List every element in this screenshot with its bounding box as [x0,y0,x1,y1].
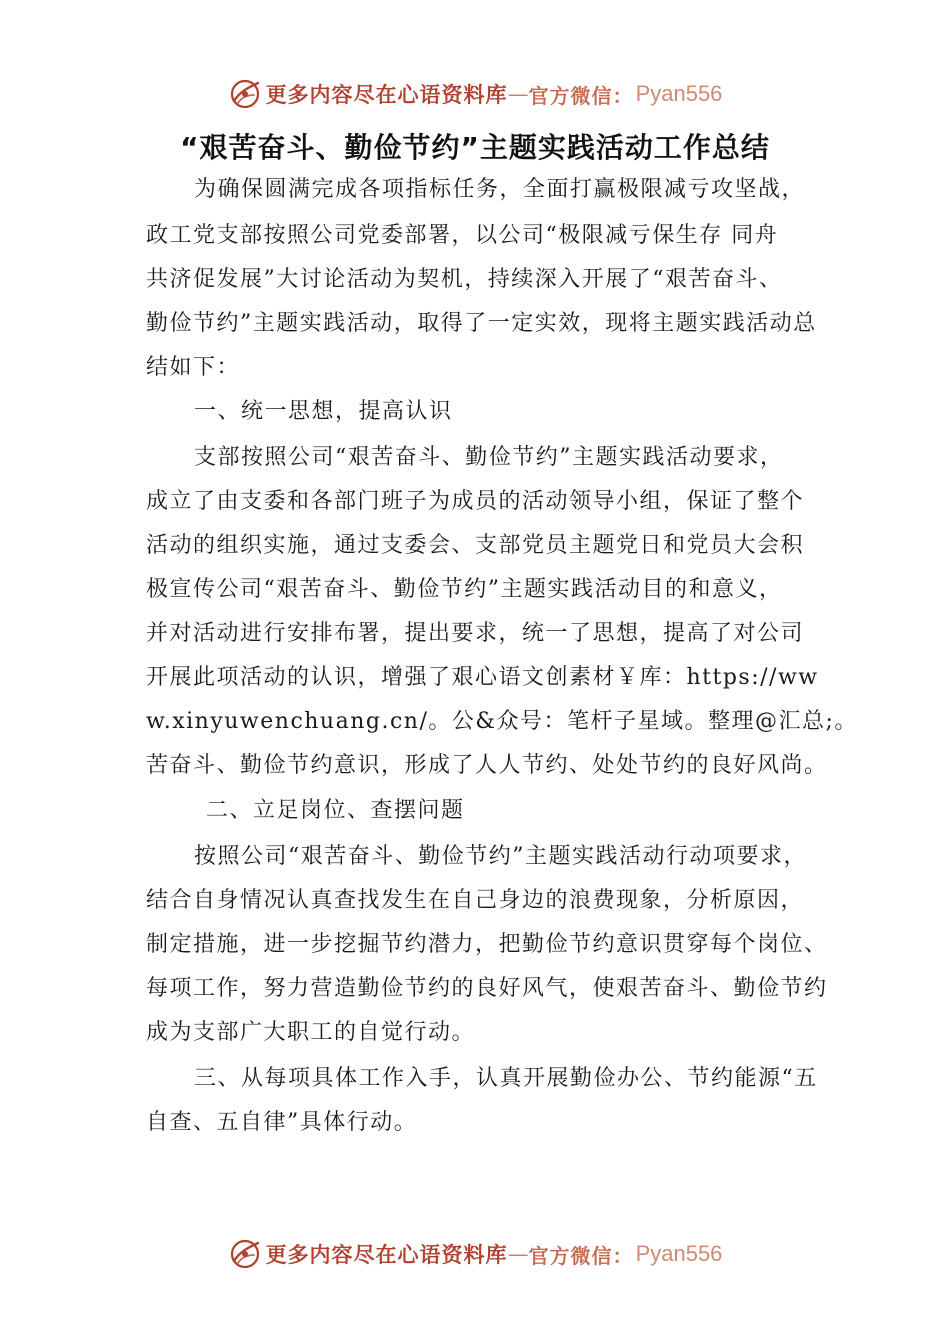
body-line: 共济促发展”大讨论活动为契机，持续深入开展了“艰苦奋斗、 [146,267,783,292]
section-heading-3: 三、从每项具体工作入手，认真开展勤俭办公、节约能源“五 [194,1066,818,1091]
banner-separator: — [507,1242,529,1266]
body-line: 并对活动进行安排布署，提出要求，统一了思想，提高了对公司 [146,621,805,646]
body-line: 极宣传公司“艰苦奋斗、勤俭节约”主题实践活动目的和意义， [146,577,783,602]
body-line: 成为支部广大职工的自觉行动。 [146,1020,476,1045]
body-line: 自查、五自律”具体行动。 [146,1110,418,1135]
section-heading-2: 二、立足岗位、查摆问题 [206,798,465,823]
banner-wechat-id: Pyan556 [635,1241,723,1266]
section-heading-1: 一、统一思想，提高认识 [194,399,453,424]
library-logo-icon [228,77,262,111]
body-line: 成立了由支委和各部门班子为成员的活动领导小组，保证了整个 [146,489,805,514]
body-line: 苦奋斗、勤俭节约意识，形成了人人节约、处处节约的良好风尚。 [146,753,828,778]
body-line: 支部按照公司“艰苦奋斗、勤俭节约”主题实践活动要求， [194,445,784,470]
library-logo-icon [228,1237,262,1271]
banner-text: 更多内容尽在心语资料库 [265,83,508,107]
body-line: 为确保圆满完成各项指标任务，全面打赢极限减亏攻坚战， [194,177,806,202]
body-line: 活动的组织实施，通过支委会、支部党员主题党日和党员大会积 [146,533,805,558]
body-line: 每项工作，努力营造勤俭节约的良好风气，使艰苦奋斗、勤俭节约 [146,976,828,1001]
banner-wechat-id: Pyan556 [635,81,723,106]
document-title: “艰苦奋斗、勤俭节约”主题实践活动工作总结 [180,131,770,164]
body-line: 开展此项活动的认识，增强了艰心语文创素材￥库：https://ww [146,665,819,690]
body-line: 制定措施，进一步挖掘节约潜力，把勤俭节约意识贯穿每个岗位、 [146,932,828,957]
body-line: w.xinyuwenchuang.cn/。公&众号：笔杆子星域。整理@汇总;。 [146,709,858,734]
banner-wechat-label: 官方微信： [528,1243,634,1268]
body-line: 结合自身情况认真查找发生在自己身边的浪费现象，分析原因， [146,888,805,913]
header-banner [0,74,950,114]
body-line: 按照公司“艰苦奋斗、勤俭节约”主题实践活动行动项要求， [194,844,807,869]
body-line: 勤俭节约”主题实践活动，取得了一定实效，现将主题实践活动总 [146,311,817,336]
body-line: 政工党支部按照公司党委部署，以公司“极限减亏保生存 同舟 [146,223,779,248]
banner-text: 更多内容尽在心语资料库 [265,1243,508,1267]
footer-banner [0,1234,950,1274]
banner-wechat-label: 官方微信： [528,83,634,108]
body-line: 结如下： [146,355,241,380]
banner-separator: — [507,82,529,106]
